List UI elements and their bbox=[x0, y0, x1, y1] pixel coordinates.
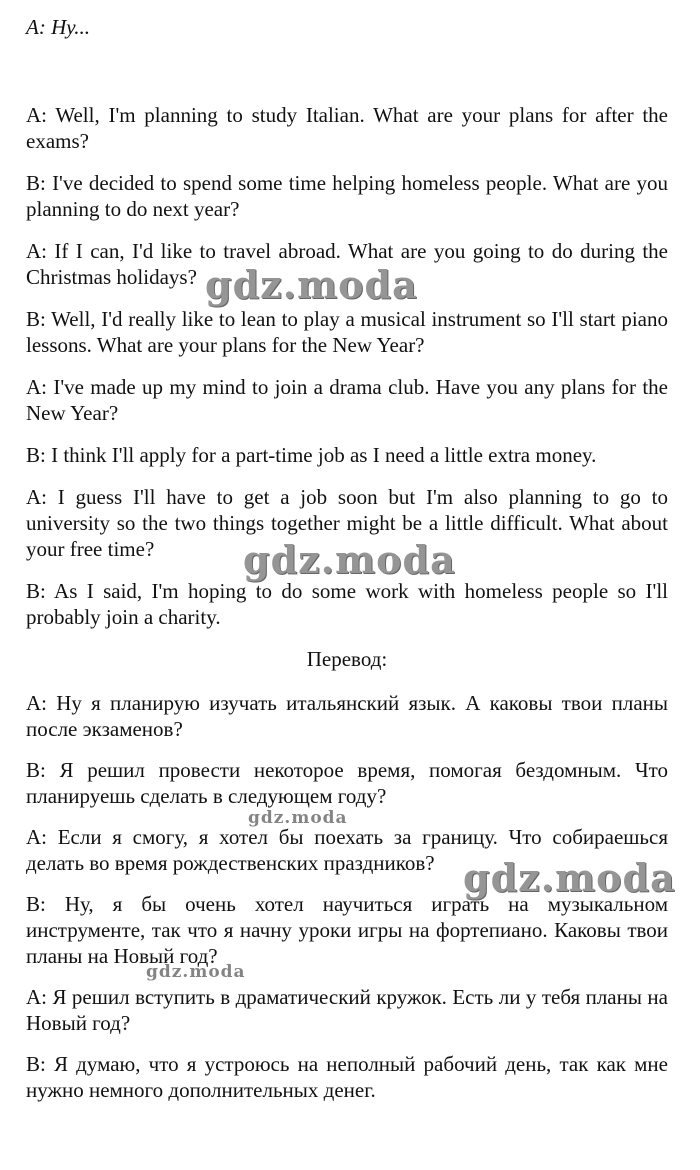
dialogue-en-1: A: Well, I'm planning to study Italian. What are your plans for after the exams? bbox=[26, 103, 668, 153]
dialogue-en-8: B: As I said, I'm hoping to do some work with homeless people so I'll probably join a charity. bbox=[26, 579, 668, 629]
dialogue-ru-5: A: Я решил вступить в драматический кружок. Есть ли у тебя планы на Новый год? bbox=[26, 985, 668, 1035]
watermark-logo: gdz.moda bbox=[463, 855, 676, 900]
dialogue-ru-3: A: Если я смогу, я хотел бы поехать за границу. Что собираешься делать во время рождественских праздников? bbox=[26, 825, 668, 875]
dialogue-en-7: A: I guess I'll have to get a job soon but I'm also planning to go to university so the two things together might be a little difficult. What about your free time? bbox=[26, 485, 668, 561]
dialogue-en-3: A: If I can, I'd like to travel abroad. What are you going to do during the Christmas holidays? bbox=[26, 239, 668, 289]
translation-heading: Перевод: bbox=[306, 647, 388, 671]
dialogue-ru-6: B: Я думаю, что я устроюсь на неполный рабочий день, так как мне нужно немного дополнительных денег. bbox=[26, 1052, 668, 1102]
watermark-logo: gdz.moda bbox=[243, 537, 456, 582]
dialogue-en-4: B: Well, I'd really like to lean to play a musical instrument so I'll start piano lessons. What are your plans for the New Year? bbox=[26, 307, 668, 357]
watermark-logo: gdz.moda bbox=[205, 262, 418, 307]
dialogue-ru-1: A: Ну я планирую изучать итальянский язык. А каковы твои планы после экзаменов? bbox=[26, 691, 668, 741]
dialogue-ru-2: B: Я решил провести некоторое время, помогая бездомным. Что планируешь сделать в следующем году? bbox=[26, 758, 668, 808]
dialogue-en-2: B: I've decided to spend some time helping homeless people. What are you planning to do next year? bbox=[26, 171, 668, 221]
watermark-logo: gdz.moda bbox=[248, 808, 348, 828]
watermark-logo: gdz.moda bbox=[146, 962, 246, 982]
intro-line: A: Ну... bbox=[26, 15, 90, 39]
dialogue-en-5: A: I've made up my mind to join a drama club. Have you any plans for the New Year? bbox=[26, 375, 668, 425]
document-page bbox=[26, 14, 668, 1118]
dialogue-ru-4: B: Ну, я бы очень хотел научиться играть на музыкальном инструменте, так что я начну уроки игры на фортепиано. Каковы твои планы на Новый год? bbox=[26, 892, 668, 968]
dialogue-en-6: B: I think I'll apply for a part-time job as I need a little extra money. bbox=[26, 443, 597, 467]
